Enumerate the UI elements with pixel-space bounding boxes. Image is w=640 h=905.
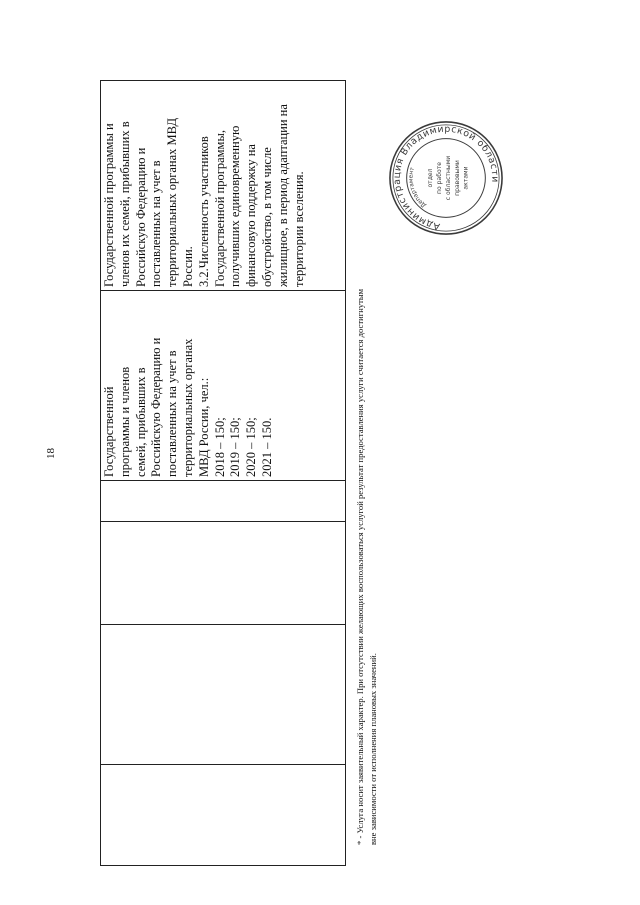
official-stamp <box>387 119 505 237</box>
stamp-inner-text: Департамент <box>408 166 428 209</box>
text-line: семей, прибывших в <box>133 367 148 477</box>
stamp-center-line: с областными <box>444 155 452 201</box>
cell-text-2 <box>101 625 102 764</box>
text-line: 3.2.Численность участников <box>196 136 211 287</box>
text-line: территории вселения. <box>291 171 306 287</box>
table-cell <box>101 291 346 481</box>
text-line: Российскую Федерацию и <box>133 147 148 287</box>
text-line: Российскую Федерацию и <box>149 337 164 477</box>
cell-text-3 <box>101 522 102 624</box>
text-line: Государственной программы и <box>102 123 116 287</box>
table-cell <box>101 765 346 866</box>
stamp-center-line: актами <box>462 166 470 190</box>
stamp-seal-icon <box>387 119 505 237</box>
cell-text-6 <box>101 81 307 290</box>
text-line: поставленных на учет в <box>165 350 180 477</box>
text-line: получивших единовременную <box>228 125 243 287</box>
svg-text:Департамент <box>409 166 428 208</box>
text-line: членов их семей, прибывших в <box>117 121 132 287</box>
data-table <box>100 80 346 866</box>
text-line: МВД России, чел.: <box>196 377 211 477</box>
text-line: Государственной <box>102 386 116 477</box>
text-line: жилищное, в период адаптации на <box>275 104 290 287</box>
table-cell <box>101 481 346 522</box>
table-cell <box>101 522 346 625</box>
text-line: программы и членов <box>117 366 132 477</box>
text-line: 2021 – 150. <box>259 417 274 477</box>
stamp-center-line: отдел <box>427 168 435 188</box>
text-line: России. <box>180 246 195 287</box>
cell-text-4 <box>101 481 102 521</box>
text-line: Государственной программы, <box>212 130 227 287</box>
table-row <box>101 81 346 866</box>
text-line: 2020 – 150; <box>244 417 259 477</box>
text-line: финансовую поддержку на <box>244 144 259 287</box>
text-line: территориальных органах <box>180 338 195 477</box>
cell-text-5 <box>101 291 276 480</box>
text-line: территориальных органах МВД <box>165 117 180 287</box>
cell-text-1 <box>101 765 102 865</box>
table-cell <box>101 81 346 291</box>
footnote <box>354 65 379 845</box>
stamp-outer-text: Администрация Владимирской области <box>391 123 501 232</box>
page-number: 18 <box>45 448 57 459</box>
text-line: 2018 – 150; <box>212 417 227 477</box>
stamp-center-line: по работе <box>436 162 444 194</box>
footnote-line: вне зависимости от исполнения плановых значений. <box>367 653 378 845</box>
table-cell <box>101 625 346 765</box>
footnote-line: * - Услуга носит заявительный характер. При отсутствии желающих воспользоваться услугой результат предоставления услуги считается достигнутым <box>355 288 365 845</box>
text-line: обустройство, в том числе <box>259 147 274 287</box>
text-line: поставленных на учет в <box>149 160 164 287</box>
text-line: 2019 – 150; <box>228 417 243 477</box>
stamp-center-line: правовыми <box>453 160 461 196</box>
